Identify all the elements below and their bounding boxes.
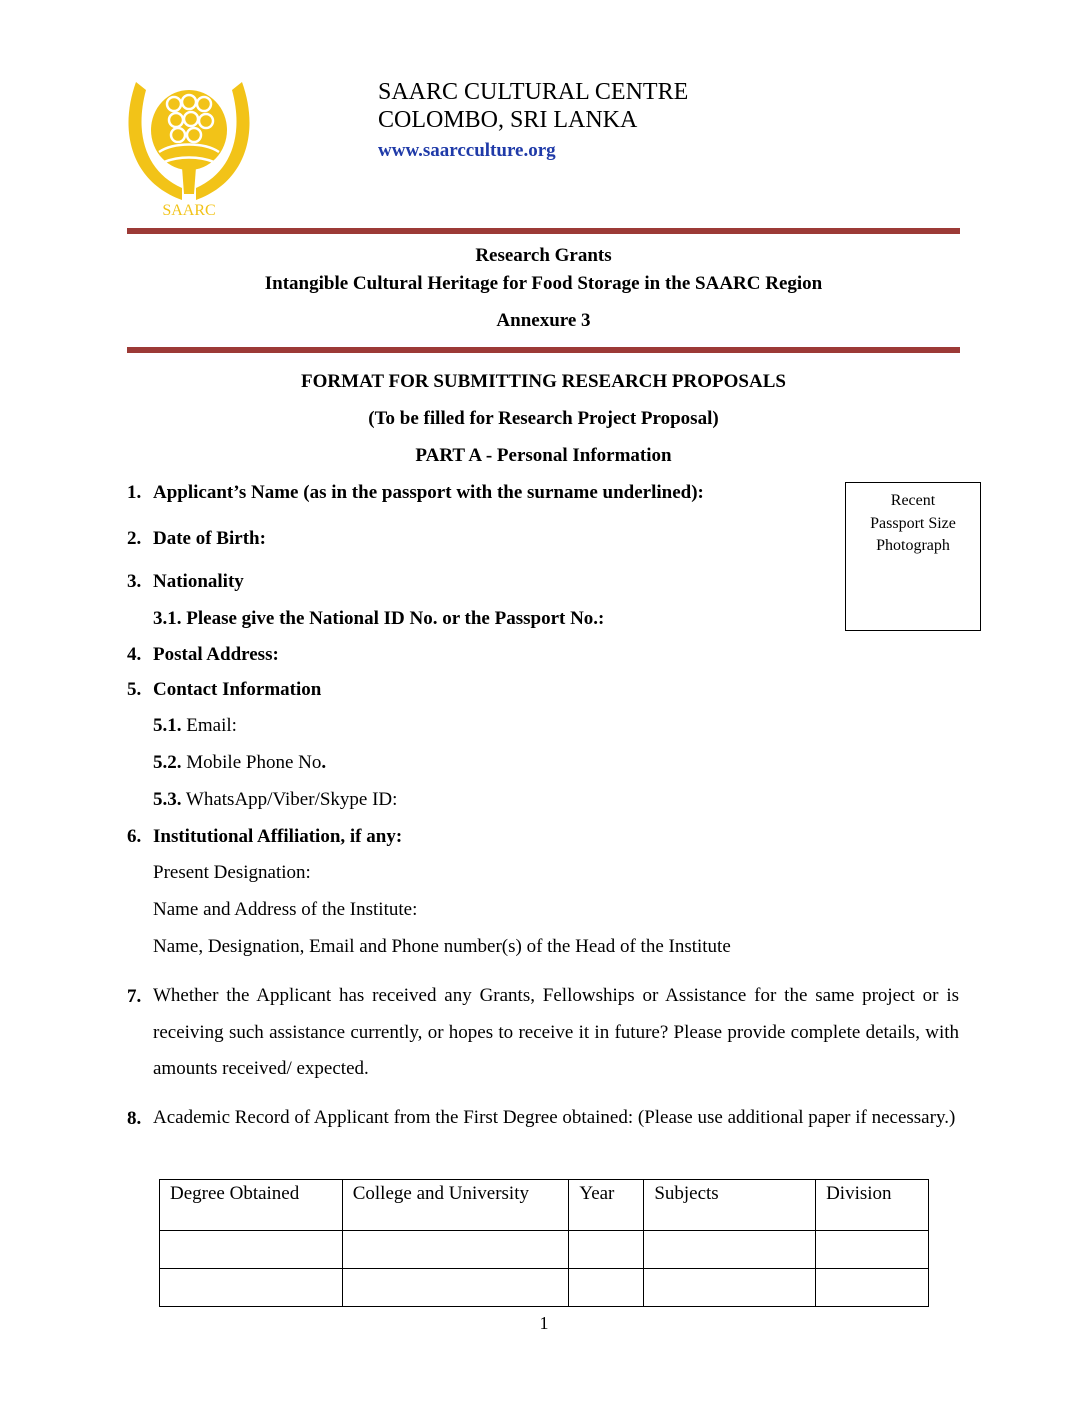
item-4-postal-address: Postal Address: [153,644,279,665]
header-degree-obtained: Degree Obtained [160,1180,343,1231]
table-cell[interactable] [569,1231,644,1269]
top-divider [127,228,960,234]
item-3-1-id-passport: 3.1. Please give the National ID No. or the Passport No.: [153,608,605,629]
page-number: 1 [539,1313,549,1333]
table-row [160,1231,929,1269]
table-row [160,1269,929,1307]
saarc-logo [124,72,254,222]
part-a-heading: PART A - Personal Information [415,445,672,466]
item-5-3-number: 5.3. [153,789,182,810]
header-college-university: College and University [342,1180,569,1231]
item-6-institutional-affiliation: Institutional Affiliation, if any: [153,826,403,847]
table-cell[interactable] [816,1231,929,1269]
item-5-2-dot: . [321,752,327,773]
item-5-2-label: Mobile Phone No [181,752,322,773]
item-5-2-mobile [153,752,326,774]
item-5-1-label: Email: [181,715,237,736]
item-6-institute-name-address: Name and Address of the Institute: [153,899,418,920]
item-2-number: 2. [127,528,142,549]
item-5-3-label: WhatsApp/Viber/Skype ID: [181,789,398,810]
table-cell[interactable] [816,1269,929,1307]
logo-text: SAARC [162,202,216,219]
item-7-number: 7. [127,986,142,1007]
org-name-line2: COLOMBO, SRI LANKA [378,107,638,133]
format-subheading: (To be filled for Research Project Proposal) [368,408,719,429]
item-5-number: 5. [127,679,142,700]
item-6-present-designation: Present Designation: [153,862,311,883]
photo-placeholder-box [845,482,981,631]
table-cell[interactable] [342,1231,569,1269]
item-3-number: 3. [127,571,142,592]
format-heading: FORMAT FOR SUBMITTING RESEARCH PROPOSALS [301,371,786,392]
bottom-divider [127,347,960,353]
title-research-grants: Research Grants [475,245,612,266]
table-cell[interactable] [569,1269,644,1307]
academic-record-table [159,1179,929,1307]
item-1-applicant-name: Applicant’s Name (as in the passport with the surname underlined): [153,482,704,503]
item-5-contact-information: Contact Information [153,679,322,700]
header-year: Year [569,1180,644,1231]
item-5-1-number: 5.1. [153,715,182,736]
org-name-line1: SAARC CULTURAL CENTRE [378,79,689,105]
header-division: Division [816,1180,929,1231]
item-5-1-email [153,715,237,737]
table-cell[interactable] [342,1269,569,1307]
table-cell[interactable] [644,1269,816,1307]
item-6-number: 6. [127,826,142,847]
item-8-number: 8. [127,1108,142,1129]
annexure-label: Annexure 3 [496,310,591,331]
photo-label-line2: Passport Size [870,514,956,532]
item-4-number: 4. [127,644,142,665]
item-8-academic-record: Academic Record of Applicant from the First Degree obtained: (Please use additional paper if necessary.) [153,1107,956,1128]
table-cell[interactable] [644,1231,816,1269]
item-5-3-messaging [153,789,397,811]
table-cell[interactable] [160,1269,343,1307]
item-1-number: 1. [127,482,142,503]
item-7-grants-question: Whether the Applicant has received any Grants, Fellowships or Assistance for the same project or is receiving such assistance currently, or hopes to receive it in future? Please provide complete details, with amounts received/ expected. [153,985,959,1079]
item-6-head-of-institute: Name, Designation, Email and Phone number(s) of the Head of the Institute [153,936,731,957]
item-2-date-of-birth: Date of Birth: [153,528,266,549]
table-header-row [160,1180,929,1231]
website-link[interactable]: www.saarcculture.org [378,140,556,161]
photo-label-line3: Photograph [876,537,950,554]
table-cell[interactable] [160,1231,343,1269]
item-5-2-number: 5.2. [153,752,182,773]
header-subjects: Subjects [644,1180,816,1231]
photo-label-line1: Recent [890,492,936,509]
item-3-nationality: Nationality [153,571,244,592]
title-project-name: Intangible Cultural Heritage for Food Storage in the SAARC Region [264,273,823,294]
